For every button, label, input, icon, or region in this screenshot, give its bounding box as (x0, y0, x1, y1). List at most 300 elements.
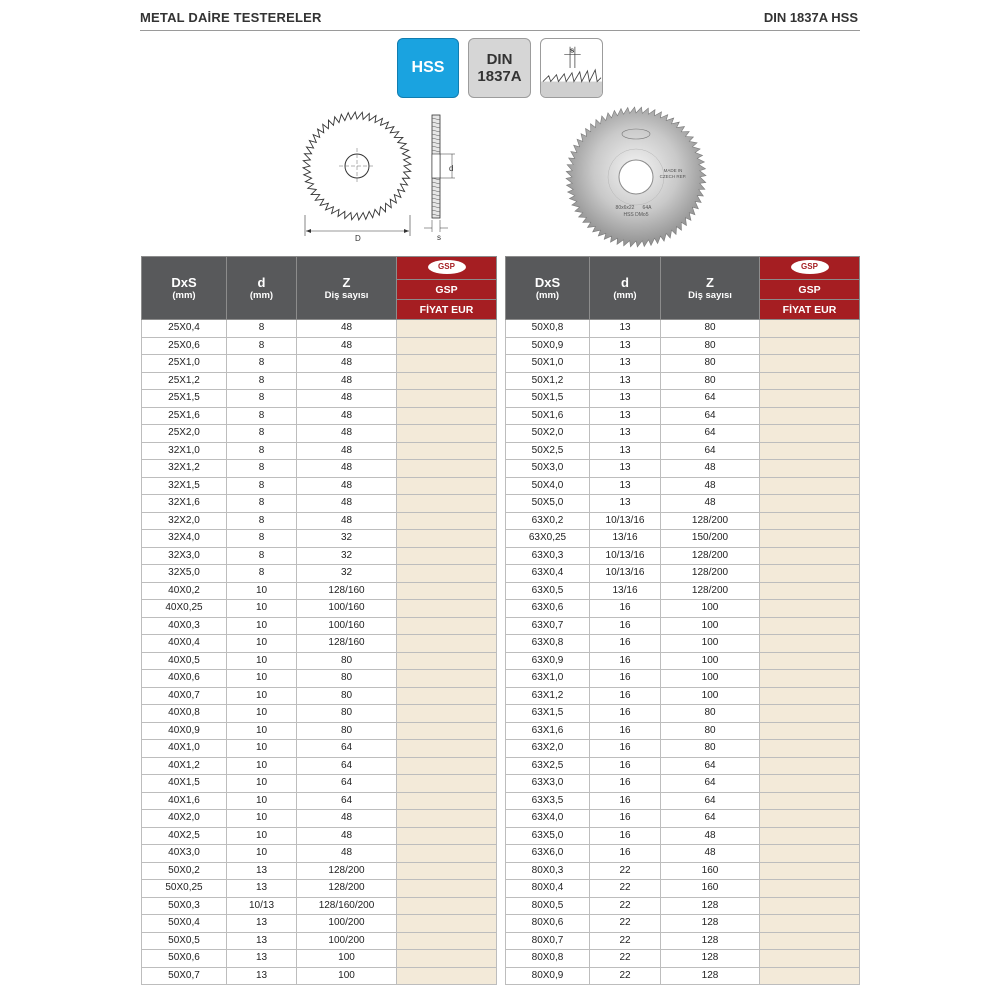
cell-dxs: 40X0,5 (142, 652, 227, 670)
cell-price (397, 967, 497, 985)
cell-dxs: 63X4,0 (506, 810, 590, 828)
cell-price (397, 617, 497, 635)
cell-d: 13 (590, 495, 661, 513)
cell-z: 128 (661, 932, 760, 950)
cell-dxs: 80X0,9 (506, 967, 590, 985)
cell-z: 100 (297, 950, 397, 968)
cell-dxs: 63X1,6 (506, 722, 590, 740)
table-row (142, 425, 497, 443)
cell-dxs: 40X1,5 (142, 775, 227, 793)
drawing-D-label: D (355, 234, 361, 243)
cell-d: 13 (590, 355, 661, 373)
cell-d: 10/13 (227, 897, 297, 915)
cell-price (760, 670, 860, 688)
price-table-left (141, 256, 497, 985)
cell-d: 16 (590, 740, 661, 758)
cell-price (397, 722, 497, 740)
cell-d: 22 (590, 950, 661, 968)
cell-z: 80 (661, 372, 760, 390)
cell-z: 100/200 (297, 932, 397, 950)
cell-z: 64 (661, 407, 760, 425)
cell-price (397, 792, 497, 810)
table-row (506, 442, 860, 460)
table-row (142, 967, 497, 985)
table-row (506, 932, 860, 950)
table-row (142, 600, 497, 618)
cell-d: 10 (227, 757, 297, 775)
cell-price (397, 635, 497, 653)
cell-d: 22 (590, 880, 661, 898)
table-row (142, 827, 497, 845)
cell-dxs: 25X0,6 (142, 337, 227, 355)
col-header-price: FİYAT EUR (397, 300, 497, 320)
cell-price (397, 390, 497, 408)
cell-d: 13 (590, 477, 661, 495)
cell-dxs: 50X0,4 (142, 915, 227, 933)
cell-dxs: 40X2,5 (142, 827, 227, 845)
table-row (506, 845, 860, 863)
cell-price (760, 775, 860, 793)
cell-z: 100/160 (297, 600, 397, 618)
cell-z: 80 (297, 705, 397, 723)
cell-dxs: 40X2,0 (142, 810, 227, 828)
cell-z: 64 (661, 792, 760, 810)
cell-z: 128 (661, 967, 760, 985)
cell-d: 13 (227, 880, 297, 898)
page-title: METAL DAİRE TESTERELER (140, 10, 322, 25)
table-row (506, 477, 860, 495)
table-row (142, 582, 497, 600)
cell-price (397, 932, 497, 950)
table-row (142, 775, 497, 793)
table-row (506, 967, 860, 985)
cell-z: 48 (661, 477, 760, 495)
cell-d: 10 (227, 635, 297, 653)
col-header-brand: GSP (760, 280, 860, 300)
table-row (142, 355, 497, 373)
cell-dxs: 32X4,0 (142, 530, 227, 548)
cell-d: 13 (590, 460, 661, 478)
cell-z: 80 (661, 320, 760, 338)
table-row (142, 845, 497, 863)
table-row (142, 320, 497, 338)
cell-z: 48 (297, 512, 397, 530)
cell-z: 48 (297, 320, 397, 338)
cell-dxs: 50X1,0 (506, 355, 590, 373)
table-row (506, 950, 860, 968)
cell-d: 8 (227, 355, 297, 373)
cell-price (397, 355, 497, 373)
col-header-dxs: DxS (mm) (142, 257, 227, 320)
cell-price (760, 460, 860, 478)
cell-price (760, 897, 860, 915)
cell-price (760, 757, 860, 775)
cell-dxs: 40X1,2 (142, 757, 227, 775)
table-row (142, 460, 497, 478)
cell-d: 10 (227, 687, 297, 705)
cell-z: 48 (297, 442, 397, 460)
cell-dxs: 50X5,0 (506, 495, 590, 513)
cell-d: 8 (227, 372, 297, 390)
table-row (506, 495, 860, 513)
cell-dxs: 63X0,4 (506, 565, 590, 583)
table-row (506, 670, 860, 688)
table-row (506, 425, 860, 443)
cell-price (397, 915, 497, 933)
saw-blade-drawing (300, 110, 460, 245)
cell-d: 13 (590, 407, 661, 425)
cell-price (397, 460, 497, 478)
table-row (506, 582, 860, 600)
cell-price (397, 565, 497, 583)
cell-z: 48 (661, 845, 760, 863)
cell-price (397, 425, 497, 443)
cell-dxs: 50X1,6 (506, 407, 590, 425)
cell-z: 48 (297, 460, 397, 478)
cell-z: 64 (297, 757, 397, 775)
cell-z: 64 (297, 775, 397, 793)
cell-d: 16 (590, 600, 661, 618)
table-row (506, 530, 860, 548)
cell-price (760, 530, 860, 548)
cell-d: 8 (227, 320, 297, 338)
cell-price (397, 862, 497, 880)
cell-z: 48 (297, 845, 397, 863)
cell-dxs: 50X0,6 (142, 950, 227, 968)
cell-z: 128/200 (661, 582, 760, 600)
cell-price (397, 757, 497, 775)
cell-price (760, 722, 860, 740)
table-row (506, 635, 860, 653)
cell-dxs: 32X3,0 (142, 547, 227, 565)
cell-price (397, 687, 497, 705)
cell-dxs: 32X1,6 (142, 495, 227, 513)
cell-d: 8 (227, 337, 297, 355)
cell-dxs: 50X1,2 (506, 372, 590, 390)
table-row (142, 880, 497, 898)
gsp-logo: GSP (760, 257, 860, 280)
cell-z: 100 (661, 670, 760, 688)
cell-dxs: 50X0,3 (142, 897, 227, 915)
cell-price (397, 600, 497, 618)
table-row (142, 722, 497, 740)
table-row (506, 757, 860, 775)
cell-price (397, 705, 497, 723)
table-row (506, 320, 860, 338)
cell-z: 128 (661, 915, 760, 933)
cell-price (760, 407, 860, 425)
cell-z: 128/160 (297, 582, 397, 600)
drawing-d-label: d (449, 164, 454, 173)
cell-d: 16 (590, 670, 661, 688)
cell-d: 16 (590, 617, 661, 635)
cell-d: 22 (590, 932, 661, 950)
din-badge-line1: DIN (486, 51, 513, 68)
cell-dxs: 40X0,8 (142, 705, 227, 723)
cell-price (397, 320, 497, 338)
cell-price (760, 932, 860, 950)
cell-d: 8 (227, 390, 297, 408)
cell-z: 48 (297, 425, 397, 443)
table-row (142, 530, 497, 548)
cell-dxs: 40X3,0 (142, 845, 227, 863)
cell-d: 10 (227, 845, 297, 863)
cell-dxs: 50X0,8 (506, 320, 590, 338)
cell-dxs: 63X2,0 (506, 740, 590, 758)
table-row (142, 565, 497, 583)
cell-z: 100 (661, 617, 760, 635)
col-header-d: d (mm) (590, 257, 661, 320)
cell-dxs: 40X0,6 (142, 670, 227, 688)
cell-dxs: 50X0,9 (506, 337, 590, 355)
cell-d: 10 (227, 705, 297, 723)
cell-dxs: 63X1,5 (506, 705, 590, 723)
cell-d: 16 (590, 792, 661, 810)
cell-d: 13 (590, 320, 661, 338)
cell-z: 64 (661, 810, 760, 828)
cell-d: 16 (590, 687, 661, 705)
cell-z: 100/200 (297, 915, 397, 933)
cell-dxs: 63X0,3 (506, 547, 590, 565)
cell-price (760, 512, 860, 530)
cell-price (760, 442, 860, 460)
table-row (142, 740, 497, 758)
table-row (506, 512, 860, 530)
cell-d: 10/13/16 (590, 512, 661, 530)
tooth-s-label: s (570, 45, 575, 55)
cell-d: 8 (227, 477, 297, 495)
page-header (140, 8, 860, 31)
cell-price (397, 897, 497, 915)
cell-d: 16 (590, 652, 661, 670)
cell-z: 128/160 (297, 635, 397, 653)
cell-z: 64 (661, 442, 760, 460)
table-row (142, 442, 497, 460)
cell-d: 16 (590, 845, 661, 863)
col-header-z: Z Diş sayısı (661, 257, 760, 320)
gsp-logo: GSP (397, 257, 497, 280)
cell-d: 13 (590, 425, 661, 443)
saw-blade-photo (565, 106, 707, 248)
table-row (506, 652, 860, 670)
cell-dxs: 40X0,7 (142, 687, 227, 705)
cell-dxs: 63X0,8 (506, 635, 590, 653)
col-header-brand: GSP (397, 280, 497, 300)
cell-z: 64 (297, 740, 397, 758)
cell-price (760, 425, 860, 443)
cell-z: 48 (661, 495, 760, 513)
cell-dxs: 25X0,4 (142, 320, 227, 338)
cell-d: 22 (590, 915, 661, 933)
cell-z: 128/200 (661, 565, 760, 583)
cell-price (760, 495, 860, 513)
table-row (506, 372, 860, 390)
col-header-price: FİYAT EUR (760, 300, 860, 320)
cell-dxs: 32X1,2 (142, 460, 227, 478)
cell-dxs: 63X0,9 (506, 652, 590, 670)
hss-badge (397, 38, 459, 98)
photo-stamp-1: MADE IN (663, 168, 683, 173)
cell-price (397, 512, 497, 530)
cell-dxs: 63X1,2 (506, 687, 590, 705)
cell-price (397, 880, 497, 898)
cell-z: 48 (661, 827, 760, 845)
cell-dxs: 40X0,4 (142, 635, 227, 653)
cell-price (397, 495, 497, 513)
cell-dxs: 40X0,3 (142, 617, 227, 635)
cell-d: 10 (227, 582, 297, 600)
table-row (506, 565, 860, 583)
cell-d: 13 (227, 862, 297, 880)
cell-price (397, 810, 497, 828)
table-row (142, 617, 497, 635)
cell-price (397, 477, 497, 495)
hss-badge-label: HSS (411, 59, 445, 76)
cell-d: 10 (227, 740, 297, 758)
cell-z: 32 (297, 547, 397, 565)
cell-d: 8 (227, 407, 297, 425)
cell-d: 10 (227, 827, 297, 845)
cell-dxs: 63X0,25 (506, 530, 590, 548)
photo-stamp-4: 64A (642, 205, 652, 211)
cell-dxs: 63X5,0 (506, 827, 590, 845)
col-header-d: d (mm) (227, 257, 297, 320)
cell-price (397, 442, 497, 460)
standard-label: DIN 1837A HSS (763, 10, 858, 25)
drawing-s-label: s (437, 233, 441, 242)
cell-dxs: 40X0,9 (142, 722, 227, 740)
cell-dxs: 63X0,2 (506, 512, 590, 530)
table-row (506, 705, 860, 723)
cell-d: 13 (590, 372, 661, 390)
price-table-right (505, 256, 860, 985)
din-badge-line2: 1837A (477, 68, 522, 85)
cell-dxs: 50X2,5 (506, 442, 590, 460)
cell-d: 8 (227, 530, 297, 548)
cell-d: 22 (590, 862, 661, 880)
cell-dxs: 40X0,2 (142, 582, 227, 600)
cell-z: 100 (661, 652, 760, 670)
table-row (142, 810, 497, 828)
cell-d: 13 (590, 390, 661, 408)
table-row (142, 372, 497, 390)
cell-price (397, 775, 497, 793)
cell-d: 13 (227, 915, 297, 933)
table-row (506, 827, 860, 845)
photo-stamp-5: HSS DMo5 (623, 212, 649, 218)
cell-d: 16 (590, 827, 661, 845)
cell-dxs: 50X1,5 (506, 390, 590, 408)
cell-dxs: 80X0,6 (506, 915, 590, 933)
cell-d: 13/16 (590, 530, 661, 548)
cell-price (760, 880, 860, 898)
table-row (142, 950, 497, 968)
table-row (142, 932, 497, 950)
cell-z: 64 (661, 425, 760, 443)
cell-z: 100 (661, 687, 760, 705)
cell-d: 10/13/16 (590, 547, 661, 565)
table-row (142, 792, 497, 810)
cell-z: 64 (661, 757, 760, 775)
photo-stamp-2: CZECH REP. (659, 174, 687, 179)
cell-d: 13 (590, 337, 661, 355)
table-row (142, 757, 497, 775)
cell-price (760, 617, 860, 635)
table-row (142, 390, 497, 408)
cell-dxs: 32X1,5 (142, 477, 227, 495)
cell-price (760, 320, 860, 338)
table-row (142, 915, 497, 933)
cell-price (760, 915, 860, 933)
cell-z: 80 (661, 740, 760, 758)
photo-stamp-3: 80x6x22 (615, 205, 635, 211)
cell-z: 100 (661, 635, 760, 653)
cell-d: 10 (227, 775, 297, 793)
table-row (142, 687, 497, 705)
cell-d: 22 (590, 967, 661, 985)
table-row (142, 635, 497, 653)
cell-d: 8 (227, 565, 297, 583)
cell-price (397, 670, 497, 688)
cell-dxs: 25X1,0 (142, 355, 227, 373)
cell-dxs: 63X2,5 (506, 757, 590, 775)
cell-dxs: 63X3,5 (506, 792, 590, 810)
tooth-profile-icon (540, 38, 603, 98)
cell-d: 8 (227, 512, 297, 530)
cell-d: 8 (227, 460, 297, 478)
cell-price (760, 810, 860, 828)
table-row (506, 600, 860, 618)
cell-price (760, 705, 860, 723)
cell-z: 100 (297, 967, 397, 985)
table-row (506, 915, 860, 933)
cell-dxs: 63X0,6 (506, 600, 590, 618)
cell-dxs: 40X1,0 (142, 740, 227, 758)
cell-dxs: 63X0,7 (506, 617, 590, 635)
table-row (142, 337, 497, 355)
cell-z: 48 (297, 810, 397, 828)
cell-z: 100/160 (297, 617, 397, 635)
cell-z: 80 (661, 355, 760, 373)
cell-dxs: 63X0,5 (506, 582, 590, 600)
cell-z: 160 (661, 880, 760, 898)
cell-price (397, 740, 497, 758)
cell-z: 48 (297, 390, 397, 408)
cell-price (760, 652, 860, 670)
cell-dxs: 40X0,25 (142, 600, 227, 618)
cell-d: 13 (227, 932, 297, 950)
table-row (142, 512, 497, 530)
cell-d: 16 (590, 705, 661, 723)
cell-z: 80 (661, 722, 760, 740)
table-row (506, 862, 860, 880)
cell-d: 10/13/16 (590, 565, 661, 583)
cell-price (397, 582, 497, 600)
cell-z: 80 (297, 687, 397, 705)
cell-dxs: 63X3,0 (506, 775, 590, 793)
table-row (506, 355, 860, 373)
cell-dxs: 63X6,0 (506, 845, 590, 863)
cell-price (397, 372, 497, 390)
cell-dxs: 50X3,0 (506, 460, 590, 478)
cell-d: 10 (227, 652, 297, 670)
cell-d: 10 (227, 810, 297, 828)
cell-price (760, 582, 860, 600)
cell-dxs: 25X1,2 (142, 372, 227, 390)
cell-z: 128/160/200 (297, 897, 397, 915)
col-header-z: Z Diş sayısı (297, 257, 397, 320)
cell-z: 80 (661, 705, 760, 723)
